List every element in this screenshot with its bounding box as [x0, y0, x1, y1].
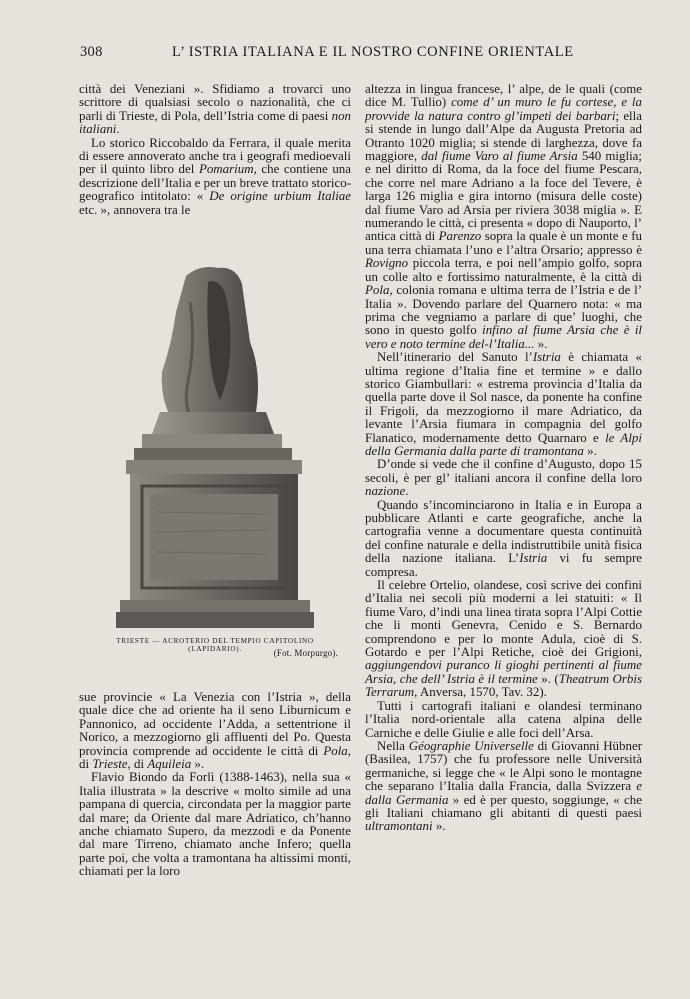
paragraph: Quando s’incominciarono in Italia e in Europa a pubblicare Atlanti e carte geografiche, anche la cartografia venne a documentare questa continuità del confine naturale e della indistruttibile unità fisica della nazione italiana. L’Istria vi fu sempre compresa. — [365, 496, 643, 579]
paragraph: D’onde si vede che il confine d’Augusto, dopo 15 secoli, è per gl’ italiani ancora il confine della loro nazione. — [365, 456, 642, 499]
figure-credit: (Fot. Morpurgo). — [273, 648, 338, 658]
paragraph: sue provincie « La Venezia con l’Istria », della quale dice che ad oriente ha il seno Liburnicum e Pannonico, ad occidente l’Adda, a settentrione il Norico, a mezzogiorno gli affluenti del Po. Questa provincia comprende ad occidente le città di Pola, di Trieste, di Aquileia ». — [79, 689, 351, 772]
paragraph: Tutti i cartografi italiani e olandesi terminano l’Italia nord-orientale alla catena alpina delle Carniche e delle Giulie e alle foci dell’Arsa. — [365, 697, 642, 740]
figure — [90, 262, 340, 662]
left-column-top — [79, 82, 351, 216]
page-number: 308 — [80, 44, 103, 60]
paragraph: Lo storico Riccobaldo da Ferrara, il quale merita di essere annoverato anche tra i geografi medioevali per il quinto libro del Pomarium, che contiene una descrizione dell’Italia e per un breve trattato storico-geografico intitolato: « De origine urbium Italiae etc. », annovera tra le — [79, 134, 352, 217]
paragraph: Flavio Biondo da Forlì (1388-1463), nella sua « Italia illustrata » la descrive « molto simile ad una pampana di quercia, circondata per la maggior parte dal mare; da Oriente dal mare Adriatico, ch’hanno anche chiamato Supero, da mezzodì e da Ponente dal mare Tirreno, chiamato anche Infero; quella parte poi, che volta a tramontana ha altissimi monti, chiamati per la loro — [79, 769, 351, 879]
stone-monument-photo — [90, 262, 340, 632]
paragraph: Il celebre Ortelio, olandese, così scrive dei confini d’Italia nei secoli più moderni a lei statuiti: « Il fiume Varo, d’indi una linea tirata sopra l’Alpi Cottie che li monti Genevra, Cenido e S. Bernardo comprendono e per lo monte Adula, cioè di S. Gotardo e per l’Alpi Retiche, cioè dei Grigioni, aggiungendovi puranco li gioghi pertinenti al fiume Arsia, che dell’ Istria è il termine ». (Theatrum Orbis Terrarum, Anversa, 1570, Tav. 32). — [365, 577, 643, 700]
running-title: L’ ISTRIA ITALIANA E IL NOSTRO CONFINE ORIENTALE — [172, 44, 574, 60]
right-column — [365, 82, 642, 833]
paragraph: città dei Veneziani ». Sfidiamo a trovarci uno scrittore di qualsiasi secolo o nazionalità, che ci parli di Trieste, di Pola, dell’Istria come di paesi non italiani. — [79, 81, 352, 137]
page-header — [80, 44, 600, 64]
left-column-bottom — [79, 690, 351, 878]
paragraph: altezza in lingua francese, l’ alpe, de le quali (come dice M. Tullio) come d’ un muro le fu cortese, e la provvide la natura contro gl’impeti dei barbari; ella si stende in lungo dall’Alpe da Augusta Pretoria ad Otranto 1020 miglia; si stende di larghezza, dove fa maggiore, dal fiume Varo al fiume Arsia 540 miglia; e nel diritto di Roma, da la foce del fiume Pescara, che corre nel mare Adriano a la foce del Tevere, è larga 126 miglia e gira intorno (misura delle coste) dal fiume Varo ad Arsia per riviera 3038 miglia ». E numerando le città, ci presenta « dopo di Nauporto, l’ antica città di Parenzo sopra la quale è un monte e fu una terra chiamata l’uno e l’altra Orsario; appresso è Rovigno piccola terra, e poi nell’ampio golfo, sopra un colle alto e fortissimo naturalmente, è la città di Pola, colonia romana e ultima terra de l’Istria e de l’ Italia ». Dovendo parlare del Quarnero nota: « ma prima che vegniamo a parlare di que’ luoghi, che sono in questo golfo infino al fiume Arsia che è il vero e noto termine del-l’Italia... ». — [365, 81, 643, 351]
paragraph: Nell’itinerario del Sanuto l’Istria è chiamata « ultima regione d’Italia fine et termine » e dallo storico Giambullari: « estrema provincia d’Italia da quella parte dove il Sol nasce, da ponente ha confine il Frigoli, da mezzogiorno il mare Adriatico, da levante l’Arsia fiumara in compagnia del golfo Flanatico, modernamente detto Quarnaro e le Alpi della Germania dalla parte di tramontana ». — [365, 349, 642, 458]
paragraph: Nella Géographie Universelle di Giovanni Hübner (Basilea, 1757) che fu professore nelle Università germaniche, si legge che « le Alpi sono le montagne che separano l’Italia dalla Francia, dalla Svizzera e dalla Germania » ed è per questo, soggiunge, « che gli Italiani chiamano gli abitanti di questi paesi ultramontani ». — [365, 737, 643, 834]
figure-caption: TRIESTE — ACROTERIO DEL TEMPIO CAPITOLINO (LAPIDARIO). — [116, 637, 314, 653]
